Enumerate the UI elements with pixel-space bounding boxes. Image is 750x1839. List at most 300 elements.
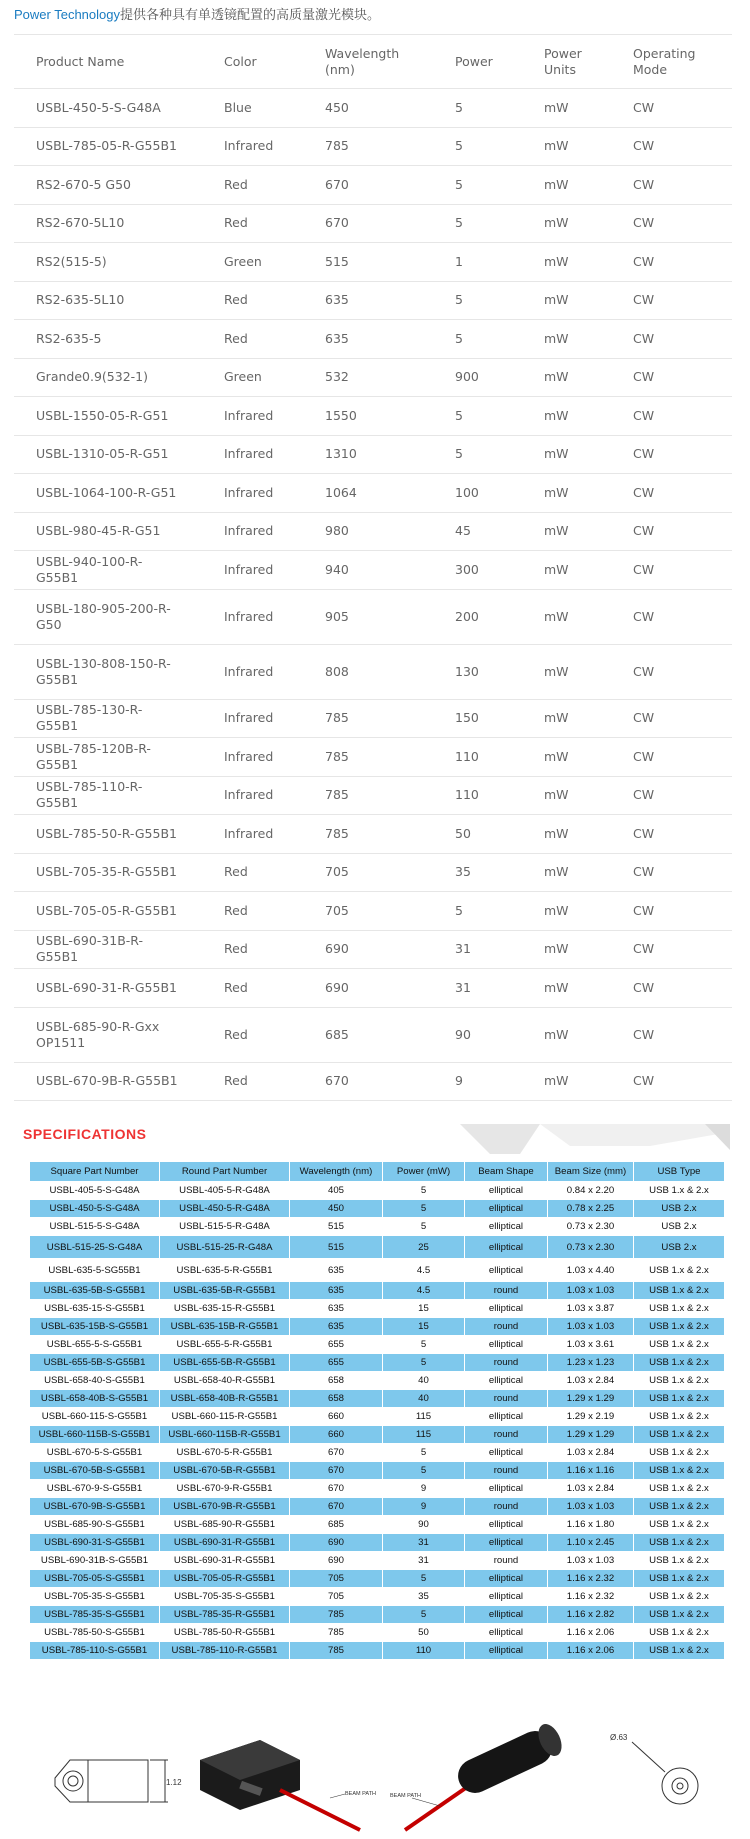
spec-round-part-cell: USBL-658-40-R-G55B1 (160, 1372, 290, 1390)
operating-mode-cell: CW (611, 127, 732, 166)
square-module-illustration (200, 1740, 360, 1830)
spec-beam-shape-cell: round (465, 1318, 548, 1336)
spec-row (30, 1218, 725, 1236)
power-units-cell: mW (522, 551, 611, 590)
spec-power-cell: 5 (383, 1200, 465, 1218)
operating-mode-cell: CW (611, 435, 732, 474)
wavelength-cell: 635 (303, 281, 433, 320)
color-cell: Green (202, 358, 303, 397)
spec-square-part-cell: USBL-705-05-S-G55B1 (30, 1570, 160, 1588)
spec-beam-shape-cell: elliptical (465, 1259, 548, 1282)
spec-row (30, 1200, 725, 1218)
spec-usb-type-cell: USB 1.x & 2.x (634, 1588, 725, 1606)
spec-row (30, 1480, 725, 1498)
wavelength-cell: 670 (303, 1062, 433, 1101)
spec-square-part-cell: USBL-635-15-S-G55B1 (30, 1300, 160, 1318)
spec-wavelength-cell: 658 (290, 1372, 383, 1390)
wavelength-cell: 450 (303, 89, 433, 128)
product-name-cell: USBL-1064-100-R-G51 (14, 474, 202, 513)
spec-power-cell: 115 (383, 1408, 465, 1426)
spec-header-beam-size: Beam Size (mm) (548, 1162, 634, 1182)
spec-header-beam-shape: Beam Shape (465, 1162, 548, 1182)
spec-wavelength-cell: 785 (290, 1642, 383, 1660)
power-units-cell: mW (522, 358, 611, 397)
power-cell: 300 (433, 551, 522, 590)
decorative-banner-shape (450, 1124, 730, 1154)
spec-square-part-cell: USBL-515-5-S-G48A (30, 1218, 160, 1236)
spec-row (30, 1372, 725, 1390)
power-cell: 5 (433, 127, 522, 166)
spec-power-cell: 5 (383, 1182, 465, 1200)
spec-beam-size-cell: 1.03 x 3.61 (548, 1336, 634, 1354)
spec-power-cell: 40 (383, 1372, 465, 1390)
spec-square-part-cell: USBL-635-5-SG55B1 (30, 1259, 160, 1282)
spec-round-part-cell: USBL-635-15-R-G55B1 (160, 1300, 290, 1318)
spec-square-part-cell: USBL-785-50-S-G55B1 (30, 1624, 160, 1642)
spec-usb-type-cell: USB 1.x & 2.x (634, 1282, 725, 1300)
spec-square-part-cell: USBL-450-5-S-G48A (30, 1200, 160, 1218)
spec-beam-size-cell: 1.03 x 3.87 (548, 1300, 634, 1318)
spec-round-part-cell: USBL-658-40B-R-G55B1 (160, 1390, 290, 1408)
wavelength-cell: 785 (303, 127, 433, 166)
product-row (14, 892, 732, 931)
spec-beam-size-cell: 1.29 x 2.19 (548, 1408, 634, 1426)
power-cell: 110 (433, 776, 522, 815)
operating-mode-cell: CW (611, 969, 732, 1008)
round-module-front-drawing (632, 1742, 698, 1804)
spec-round-part-cell: USBL-705-35-S-G55B1 (160, 1588, 290, 1606)
operating-mode-cell: CW (611, 281, 732, 320)
spec-usb-type-cell: USB 1.x & 2.x (634, 1182, 725, 1200)
product-name-cell: USBL-670-9B-R-G55B1 (14, 1062, 202, 1101)
color-cell: Red (202, 320, 303, 359)
spec-beam-shape-cell: elliptical (465, 1372, 548, 1390)
spec-wavelength-cell: 670 (290, 1462, 383, 1480)
power-cell: 5 (433, 435, 522, 474)
spec-round-part-cell: USBL-670-9B-R-G55B1 (160, 1498, 290, 1516)
spec-beam-shape-cell: elliptical (465, 1570, 548, 1588)
spec-row (30, 1570, 725, 1588)
spec-usb-type-cell: USB 1.x & 2.x (634, 1390, 725, 1408)
spec-row (30, 1534, 725, 1552)
spec-square-part-cell: USBL-658-40B-S-G55B1 (30, 1390, 160, 1408)
power-cell: 200 (433, 589, 522, 644)
spec-power-cell: 115 (383, 1426, 465, 1444)
spec-beam-shape-cell: elliptical (465, 1408, 548, 1426)
spec-wavelength-cell: 515 (290, 1236, 383, 1259)
wavelength-cell: 670 (303, 204, 433, 243)
spec-usb-type-cell: USB 1.x & 2.x (634, 1624, 725, 1642)
product-name-cell: USBL-690-31-R-G55B1 (14, 969, 202, 1008)
power-units-cell: mW (522, 166, 611, 205)
wavelength-cell: 1310 (303, 435, 433, 474)
spec-round-part-cell: USBL-690-31-R-G55B1 (160, 1534, 290, 1552)
spec-beam-size-cell: 1.29 x 1.29 (548, 1426, 634, 1444)
operating-mode-cell: CW (611, 204, 732, 243)
product-name-cell: USBL-785-120B-R-G55B1 (14, 738, 202, 777)
product-name-cell: RS2(515-5) (14, 243, 202, 282)
power-units-cell: mW (522, 969, 611, 1008)
product-name-cell: USBL-785-130-R-G55B1 (14, 699, 202, 738)
operating-mode-cell: CW (611, 397, 732, 436)
spec-square-part-cell: USBL-690-31-S-G55B1 (30, 1534, 160, 1552)
spec-round-part-cell: USBL-670-5-R-G55B1 (160, 1444, 290, 1462)
product-row (14, 281, 732, 320)
spec-power-cell: 5 (383, 1336, 465, 1354)
spec-beam-size-cell: 1.16 x 2.82 (548, 1606, 634, 1624)
spec-round-part-cell: USBL-450-5-R-G48A (160, 1200, 290, 1218)
color-cell: Infrared (202, 776, 303, 815)
header-power: Power (433, 35, 522, 89)
spec-beam-size-cell: 1.03 x 1.03 (548, 1318, 634, 1336)
spec-power-cell: 5 (383, 1218, 465, 1236)
product-row (14, 738, 732, 777)
color-cell: Green (202, 243, 303, 282)
spec-power-cell: 31 (383, 1552, 465, 1570)
spec-usb-type-cell: USB 1.x & 2.x (634, 1336, 725, 1354)
spec-square-part-cell: USBL-655-5B-S-G55B1 (30, 1354, 160, 1372)
spec-power-cell: 110 (383, 1642, 465, 1660)
spec-row (30, 1408, 725, 1426)
spec-square-part-cell: USBL-670-9-S-G55B1 (30, 1480, 160, 1498)
wavelength-cell: 705 (303, 853, 433, 892)
spec-power-cell: 5 (383, 1606, 465, 1624)
spec-round-part-cell: USBL-705-05-R-G55B1 (160, 1570, 290, 1588)
spec-row (30, 1624, 725, 1642)
color-cell: Infrared (202, 815, 303, 854)
wavelength-cell: 690 (303, 930, 433, 969)
product-row (14, 853, 732, 892)
spec-row (30, 1236, 725, 1259)
spec-row (30, 1354, 725, 1372)
spec-power-cell: 9 (383, 1480, 465, 1498)
spec-beam-shape-cell: elliptical (465, 1200, 548, 1218)
spec-usb-type-cell: USB 1.x & 2.x (634, 1480, 725, 1498)
product-drawings (0, 1690, 750, 1835)
spec-beam-shape-cell: elliptical (465, 1300, 548, 1318)
spec-power-cell: 15 (383, 1300, 465, 1318)
spec-beam-size-cell: 1.16 x 2.06 (548, 1624, 634, 1642)
spec-round-part-cell: USBL-690-31-R-G55B1 (160, 1552, 290, 1570)
spec-round-part-cell: USBL-655-5-R-G55B1 (160, 1336, 290, 1354)
spec-power-cell: 5 (383, 1354, 465, 1372)
operating-mode-cell: CW (611, 815, 732, 854)
spec-power-cell: 50 (383, 1624, 465, 1642)
spec-wavelength-cell: 785 (290, 1606, 383, 1624)
operating-mode-cell: CW (611, 166, 732, 205)
spec-usb-type-cell: USB 1.x & 2.x (634, 1552, 725, 1570)
spec-wavelength-cell: 690 (290, 1552, 383, 1570)
spec-row (30, 1336, 725, 1354)
power-cell: 31 (433, 930, 522, 969)
spec-power-cell: 5 (383, 1444, 465, 1462)
product-row (14, 166, 732, 205)
operating-mode-cell: CW (611, 358, 732, 397)
spec-usb-type-cell: USB 1.x & 2.x (634, 1570, 725, 1588)
spec-round-part-cell: USBL-670-5B-R-G55B1 (160, 1462, 290, 1480)
power-cell: 90 (433, 1007, 522, 1062)
power-units-cell: mW (522, 243, 611, 282)
spec-usb-type-cell: USB 2.x (634, 1200, 725, 1218)
product-name-cell: USBL-1550-05-R-G51 (14, 397, 202, 436)
spec-beam-size-cell: 1.03 x 1.03 (548, 1282, 634, 1300)
operating-mode-cell: CW (611, 644, 732, 699)
spec-beam-size-cell: 1.03 x 2.84 (548, 1480, 634, 1498)
operating-mode-cell: CW (611, 512, 732, 551)
spec-wavelength-cell: 705 (290, 1588, 383, 1606)
power-cell: 50 (433, 815, 522, 854)
power-units-cell: mW (522, 512, 611, 551)
spec-row (30, 1516, 725, 1534)
spec-power-cell: 35 (383, 1588, 465, 1606)
wavelength-cell: 635 (303, 320, 433, 359)
brand-link[interactable]: Power Technology (14, 7, 120, 22)
spec-usb-type-cell: USB 1.x & 2.x (634, 1498, 725, 1516)
product-row (14, 776, 732, 815)
spec-beam-size-cell: 1.10 x 2.45 (548, 1534, 634, 1552)
spec-round-part-cell: USBL-660-115B-R-G55B1 (160, 1426, 290, 1444)
product-name-cell: USBL-685-90-R-Gxx OP1511 (14, 1007, 202, 1062)
operating-mode-cell: CW (611, 243, 732, 282)
power-cell: 1 (433, 243, 522, 282)
power-units-cell: mW (522, 474, 611, 513)
spec-square-part-cell: USBL-655-5-S-G55B1 (30, 1336, 160, 1354)
spec-beam-shape-cell: elliptical (465, 1444, 548, 1462)
spec-usb-type-cell: USB 1.x & 2.x (634, 1354, 725, 1372)
spec-square-part-cell: USBL-685-90-S-G55B1 (30, 1516, 160, 1534)
specifications-table (29, 1161, 725, 1660)
power-units-cell: mW (522, 644, 611, 699)
spec-beam-shape-cell: round (465, 1462, 548, 1480)
spec-round-part-cell: USBL-515-5-R-G48A (160, 1218, 290, 1236)
color-cell: Red (202, 166, 303, 205)
spec-usb-type-cell: USB 1.x & 2.x (634, 1408, 725, 1426)
spec-beam-shape-cell: elliptical (465, 1480, 548, 1498)
spec-wavelength-cell: 450 (290, 1200, 383, 1218)
spec-beam-size-cell: 0.73 x 2.30 (548, 1218, 634, 1236)
spec-beam-shape-cell: elliptical (465, 1182, 548, 1200)
product-row (14, 204, 732, 243)
spec-beam-size-cell: 1.03 x 2.84 (548, 1444, 634, 1462)
product-name-cell: RS2-635-5L10 (14, 281, 202, 320)
power-cell: 5 (433, 204, 522, 243)
spec-usb-type-cell: USB 1.x & 2.x (634, 1534, 725, 1552)
product-name-cell: USBL-450-5-S-G48A (14, 89, 202, 128)
product-row (14, 397, 732, 436)
spec-row (30, 1318, 725, 1336)
color-cell: Infrared (202, 127, 303, 166)
spec-beam-shape-cell: round (465, 1552, 548, 1570)
power-units-cell: mW (522, 699, 611, 738)
spec-round-part-cell: USBL-655-5B-R-G55B1 (160, 1354, 290, 1372)
wavelength-cell: 1064 (303, 474, 433, 513)
power-units-cell: mW (522, 815, 611, 854)
spec-square-part-cell: USBL-660-115-S-G55B1 (30, 1408, 160, 1426)
spec-power-cell: 5 (383, 1462, 465, 1480)
product-name-cell: USBL-705-35-R-G55B1 (14, 853, 202, 892)
product-table-header (14, 35, 732, 89)
diameter-label: Ø.63 (610, 1733, 628, 1742)
power-cell: 5 (433, 281, 522, 320)
power-cell: 9 (433, 1062, 522, 1101)
spec-row (30, 1282, 725, 1300)
color-cell: Red (202, 930, 303, 969)
product-row (14, 474, 732, 513)
spec-row (30, 1444, 725, 1462)
spec-wavelength-cell: 705 (290, 1570, 383, 1588)
spec-beam-size-cell: 0.73 x 2.30 (548, 1236, 634, 1259)
spec-row (30, 1259, 725, 1282)
spec-beam-shape-cell: elliptical (465, 1336, 548, 1354)
spec-wavelength-cell: 655 (290, 1336, 383, 1354)
spec-row (30, 1300, 725, 1318)
product-row (14, 930, 732, 969)
spec-wavelength-cell: 660 (290, 1426, 383, 1444)
spec-beam-shape-cell: elliptical (465, 1516, 548, 1534)
product-name-cell: USBL-980-45-R-G51 (14, 512, 202, 551)
spec-square-part-cell: USBL-705-35-S-G55B1 (30, 1588, 160, 1606)
power-units-cell: mW (522, 281, 611, 320)
power-units-cell: mW (522, 320, 611, 359)
spec-wavelength-cell: 515 (290, 1218, 383, 1236)
spec-usb-type-cell: USB 2.x (634, 1218, 725, 1236)
spec-round-part-cell: USBL-785-35-R-G55B1 (160, 1606, 290, 1624)
wavelength-cell: 808 (303, 644, 433, 699)
product-row (14, 815, 732, 854)
spec-beam-size-cell: 1.03 x 1.03 (548, 1552, 634, 1570)
operating-mode-cell: CW (611, 853, 732, 892)
spec-power-cell: 15 (383, 1318, 465, 1336)
color-cell: Infrared (202, 551, 303, 590)
specifications-title: SPECIFICATIONS (23, 1126, 147, 1142)
power-units-cell: mW (522, 397, 611, 436)
spec-power-cell: 31 (383, 1534, 465, 1552)
spec-power-cell: 4.5 (383, 1259, 465, 1282)
power-units-cell: mW (522, 738, 611, 777)
spec-square-part-cell: USBL-405-5-S-G48A (30, 1182, 160, 1200)
wavelength-cell: 705 (303, 892, 433, 931)
spec-row (30, 1552, 725, 1570)
product-name-cell: USBL-785-110-R-G55B1 (14, 776, 202, 815)
spec-beam-shape-cell: elliptical (465, 1236, 548, 1259)
operating-mode-cell: CW (611, 930, 732, 969)
product-row (14, 127, 732, 166)
spec-beam-shape-cell: elliptical (465, 1642, 548, 1660)
spec-square-part-cell: USBL-515-25-S-G48A (30, 1236, 160, 1259)
power-cell: 100 (433, 474, 522, 513)
spec-usb-type-cell: USB 1.x & 2.x (634, 1516, 725, 1534)
spec-beam-size-cell: 1.16 x 2.32 (548, 1588, 634, 1606)
wavelength-cell: 785 (303, 776, 433, 815)
spec-wavelength-cell: 690 (290, 1534, 383, 1552)
wavelength-cell: 785 (303, 699, 433, 738)
spec-beam-shape-cell: elliptical (465, 1624, 548, 1642)
spec-square-part-cell: USBL-670-9B-S-G55B1 (30, 1498, 160, 1516)
spec-usb-type-cell: USB 1.x & 2.x (634, 1372, 725, 1390)
spec-usb-type-cell: USB 1.x & 2.x (634, 1462, 725, 1480)
product-row (14, 1007, 732, 1062)
color-cell: Red (202, 969, 303, 1008)
product-name-cell: USBL-785-50-R-G55B1 (14, 815, 202, 854)
header-wavelength: Wavelength (nm) (303, 35, 433, 89)
spec-round-part-cell: USBL-660-115-R-G55B1 (160, 1408, 290, 1426)
wavelength-cell: 515 (303, 243, 433, 282)
color-cell: Infrared (202, 435, 303, 474)
intro-text (14, 4, 380, 23)
product-name-cell: USBL-1310-05-R-G51 (14, 435, 202, 474)
wavelength-cell: 905 (303, 589, 433, 644)
spec-beam-shape-cell: elliptical (465, 1218, 548, 1236)
product-row (14, 644, 732, 699)
spec-wavelength-cell: 685 (290, 1516, 383, 1534)
product-name-cell: RS2-670-5L10 (14, 204, 202, 243)
product-name-cell: USBL-180-905-200-R-G50 (14, 589, 202, 644)
spec-round-part-cell: USBL-670-9-R-G55B1 (160, 1480, 290, 1498)
operating-mode-cell: CW (611, 474, 732, 513)
spec-row (30, 1426, 725, 1444)
wavelength-cell: 670 (303, 166, 433, 205)
wavelength-cell: 690 (303, 969, 433, 1008)
power-cell: 5 (433, 89, 522, 128)
wavelength-cell: 940 (303, 551, 433, 590)
spec-square-part-cell: USBL-785-110-S-G55B1 (30, 1642, 160, 1660)
operating-mode-cell: CW (611, 89, 732, 128)
product-name-cell: USBL-785-05-R-G55B1 (14, 127, 202, 166)
wavelength-cell: 785 (303, 738, 433, 777)
spec-square-part-cell: USBL-785-35-S-G55B1 (30, 1606, 160, 1624)
product-row (14, 1062, 732, 1101)
spec-beam-size-cell: 0.84 x 2.20 (548, 1182, 634, 1200)
spec-square-part-cell: USBL-635-5B-S-G55B1 (30, 1282, 160, 1300)
power-cell: 110 (433, 738, 522, 777)
spec-usb-type-cell: USB 1.x & 2.x (634, 1426, 725, 1444)
spec-usb-type-cell: USB 1.x & 2.x (634, 1642, 725, 1660)
spec-wavelength-cell: 785 (290, 1624, 383, 1642)
spec-round-part-cell: USBL-635-5B-R-G55B1 (160, 1282, 290, 1300)
spec-beam-size-cell: 1.03 x 4.40 (548, 1259, 634, 1282)
spec-usb-type-cell: USB 1.x & 2.x (634, 1606, 725, 1624)
spec-usb-type-cell: USB 1.x & 2.x (634, 1444, 725, 1462)
operating-mode-cell: CW (611, 551, 732, 590)
spec-header-wavelength: Wavelength (nm) (290, 1162, 383, 1182)
color-cell: Infrared (202, 397, 303, 436)
spec-table-header (30, 1162, 725, 1182)
spec-power-cell: 40 (383, 1390, 465, 1408)
product-row (14, 320, 732, 359)
spec-usb-type-cell: USB 1.x & 2.x (634, 1300, 725, 1318)
spec-beam-size-cell: 1.23 x 1.23 (548, 1354, 634, 1372)
spec-round-part-cell: USBL-635-5-R-G55B1 (160, 1259, 290, 1282)
spec-row (30, 1606, 725, 1624)
power-cell: 5 (433, 397, 522, 436)
spec-beam-size-cell: 0.78 x 2.25 (548, 1200, 634, 1218)
color-cell: Blue (202, 89, 303, 128)
wavelength-cell: 980 (303, 512, 433, 551)
power-cell: 5 (433, 892, 522, 931)
spec-usb-type-cell: USB 2.x (634, 1236, 725, 1259)
power-cell: 31 (433, 969, 522, 1008)
operating-mode-cell: CW (611, 589, 732, 644)
spec-wavelength-cell: 670 (290, 1444, 383, 1462)
power-cell: 5 (433, 320, 522, 359)
spec-wavelength-cell: 635 (290, 1300, 383, 1318)
wavelength-cell: 1550 (303, 397, 433, 436)
operating-mode-cell: CW (611, 699, 732, 738)
power-cell: 900 (433, 358, 522, 397)
spec-round-part-cell: USBL-685-90-R-G55B1 (160, 1516, 290, 1534)
dimension-label: 1.12 (166, 1778, 182, 1787)
spec-beam-size-cell: 1.03 x 2.84 (548, 1372, 634, 1390)
